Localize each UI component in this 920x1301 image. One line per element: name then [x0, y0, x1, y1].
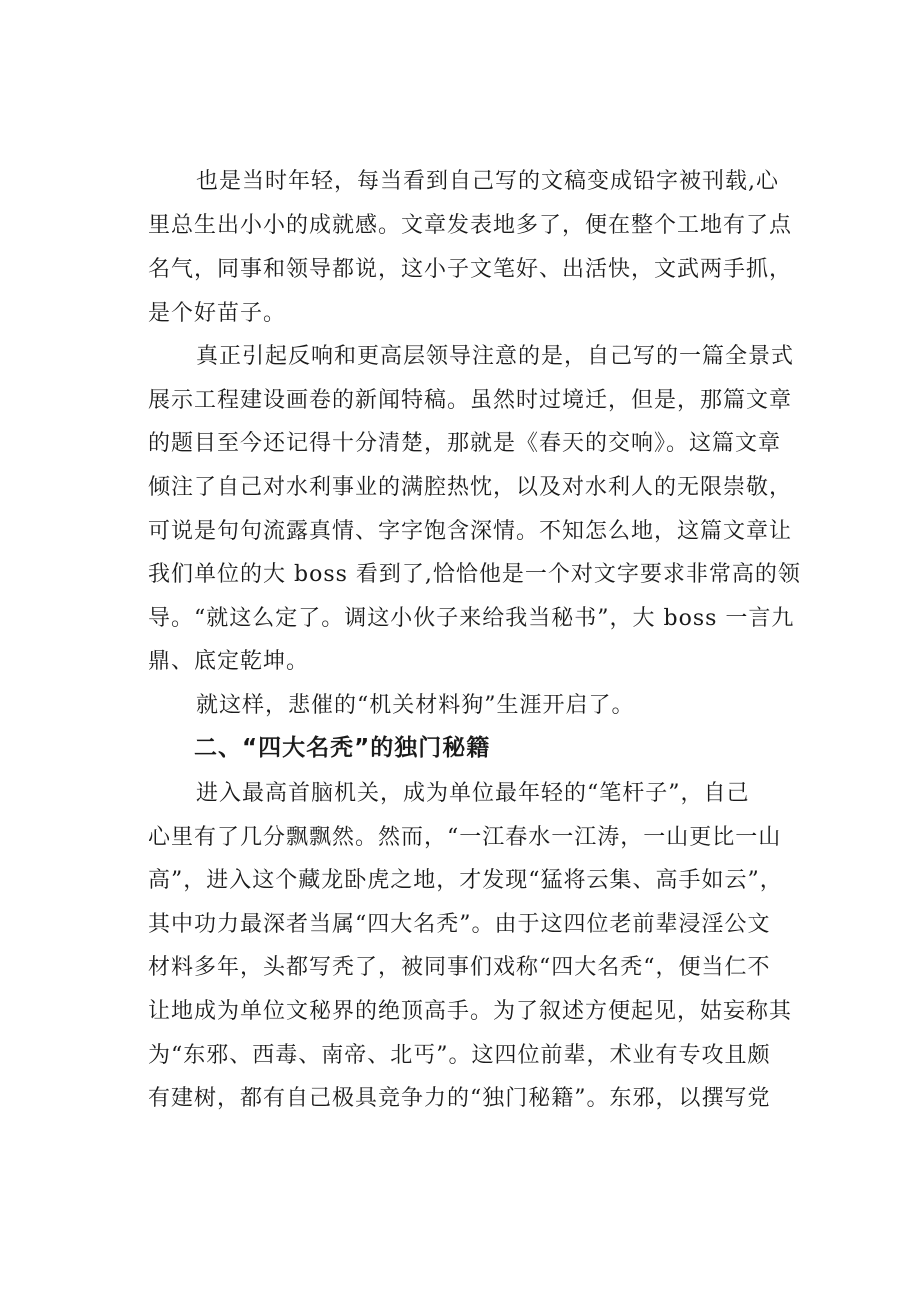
- section-paragraph-line-2: 心里有了几分飘飘然。然而，“一江春水一江涛，一山更比一山: [148, 825, 782, 850]
- section-paragraph-line-6: 让地成为单位文秘界的绝顶高手。为了叙述方便起见，姑妄称其: [148, 999, 793, 1024]
- paragraph-2-line-1: 真正引起反响和更高层领导注意的是，自己写的一篇全景式: [196, 344, 795, 369]
- section-heading: 二、“四大名秃”的独门秘籍: [194, 735, 491, 761]
- paragraph-2-line-8: 鼎、底定乾坤。: [148, 649, 310, 674]
- paragraph-2-line-3: 的题目至今还记得十分清楚，那就是《春天的交响》。这篇文章: [148, 431, 782, 456]
- paragraph-2-line-7: 导。“就这么定了。调这小伙子来给我当秘书”，大 boss 一言九: [148, 606, 795, 631]
- section-paragraph-line-1: 进入最高首脑机关，成为单位最年轻的“笔杆子”，自己: [196, 781, 750, 806]
- paragraph-2-line-4: 倾注了自己对水利事业的满腔热忱，以及对水利人的无限崇敬，: [148, 475, 793, 500]
- paragraph-1-line-2: 里总生出小小的成就感。文章发表地多了，便在整个工地有了点: [148, 213, 793, 238]
- section-paragraph-line-3: 高”，进入这个藏龙卧虎之地，才发现“猛将云集、高手如云”，: [148, 868, 783, 893]
- paragraph-2-line-6: 我们单位的大 boss 看到了,恰恰他是一个对文字要求非常高的领: [148, 562, 801, 587]
- paragraph-1-line-4: 是个好苗子。: [148, 301, 287, 326]
- section-paragraph-line-5: 材料多年，头都写秃了，被同事们戏称“四大名秃“，便当仁不: [148, 955, 771, 980]
- paragraph-1-line-1: 也是当时年轻，每当看到自己写的文稿变成铅字被刊载,心: [196, 169, 779, 194]
- section-paragraph-line-8: 有建树，都有自己极具竞争力的“独门秘籍”。东邪，以撰写党: [148, 1086, 771, 1111]
- paragraph-1-line-3: 名气，同事和领导都说，这小子文笔好、出活快，文武两手抓，: [148, 257, 793, 282]
- section-paragraph-line-4: 其中功力最深者当属“四大名秃”。由于这四位老前辈浸淫公文: [148, 912, 771, 937]
- paragraph-2-line-5: 可说是句句流露真情、字字饱含深情。不知怎么地，这篇文章让: [148, 519, 793, 544]
- section-paragraph-line-7: 为“东邪、西毒、南帝、北丐”。这四位前辈，术业有专攻且颇: [148, 1043, 771, 1068]
- paragraph-2-line-2: 展示工程建设画卷的新闻特稿。虽然时过境迁，但是，那篇文章: [148, 388, 793, 413]
- paragraph-3-line-1: 就这样，悲催的“机关材料狗”生涯开启了。: [196, 693, 635, 718]
